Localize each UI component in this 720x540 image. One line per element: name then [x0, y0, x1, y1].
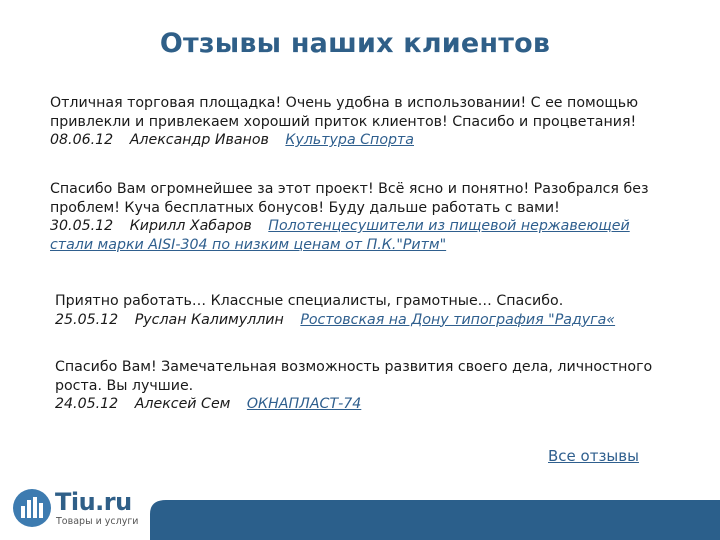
review-company-link-continued[interactable]: стали марки AISI-304 по низким ценам от П.К."Ритм" [50, 236, 447, 253]
review-company-link[interactable]: Культура Спорта [285, 132, 414, 148]
review-item [50, 180, 670, 254]
footer-bar [150, 500, 720, 540]
review-author: Алексей Сем [134, 396, 231, 412]
review-meta [55, 396, 361, 412]
review-date: 08.06.12 [50, 132, 114, 148]
review-company-link[interactable]: Полотенцесушители из пищевой нержавеющей [268, 218, 630, 234]
tiu-logo-icon [12, 488, 52, 528]
review-text-line: Спасибо Вам огромнейшее за этот проект! Всё ясно и понятно! Разобрался без [50, 181, 649, 197]
review-company-link[interactable]: ОКНАПЛАСТ-74 [246, 396, 362, 412]
review-meta [50, 218, 630, 253]
logo-tagline: Товары и услуги [56, 516, 139, 527]
tiu-logo[interactable] [12, 488, 152, 530]
review-date: 30.05.12 [50, 218, 114, 234]
review-item [55, 358, 675, 414]
logo-wordmark: Tiu.ru [55, 488, 132, 516]
review-author: Кирилл Хабаров [129, 218, 252, 234]
review-text-line: проблем! Куча бесплатных бонусов! Буду дальше работать с вами! [50, 199, 560, 216]
review-author: Александр Иванов [129, 132, 269, 148]
review-text-line: Спасибо Вам! Замечательная возможность развития своего дела, личностного [55, 359, 653, 375]
review-date: 24.05.12 [55, 396, 119, 412]
review-text-line: Отличная торговая площадка! Очень удобна в использовании! С ее помощью [50, 95, 639, 111]
review-text-line: привлекли и привлекаем хороший приток клиентов! Спасибо и процветания! [50, 113, 637, 130]
review-text-line: Приятно работать… Классные специалисты, грамотные… Спасибо. [55, 293, 564, 309]
review-meta [50, 132, 414, 148]
review-date: 25.05.12 [55, 311, 119, 328]
all-reviews-link[interactable]: Все отзывы [548, 447, 639, 465]
review-text-line: роста. Вы лучшие. [55, 377, 194, 394]
page-title: Отзывы наших клиентов [159, 28, 551, 59]
review-meta [55, 312, 615, 328]
review-author: Руслан Калимуллин [134, 311, 284, 328]
review-company-link[interactable]: Ростовская на Дону типография "Радуга« [300, 311, 616, 328]
review-item [55, 292, 675, 329]
review-item [50, 94, 670, 150]
